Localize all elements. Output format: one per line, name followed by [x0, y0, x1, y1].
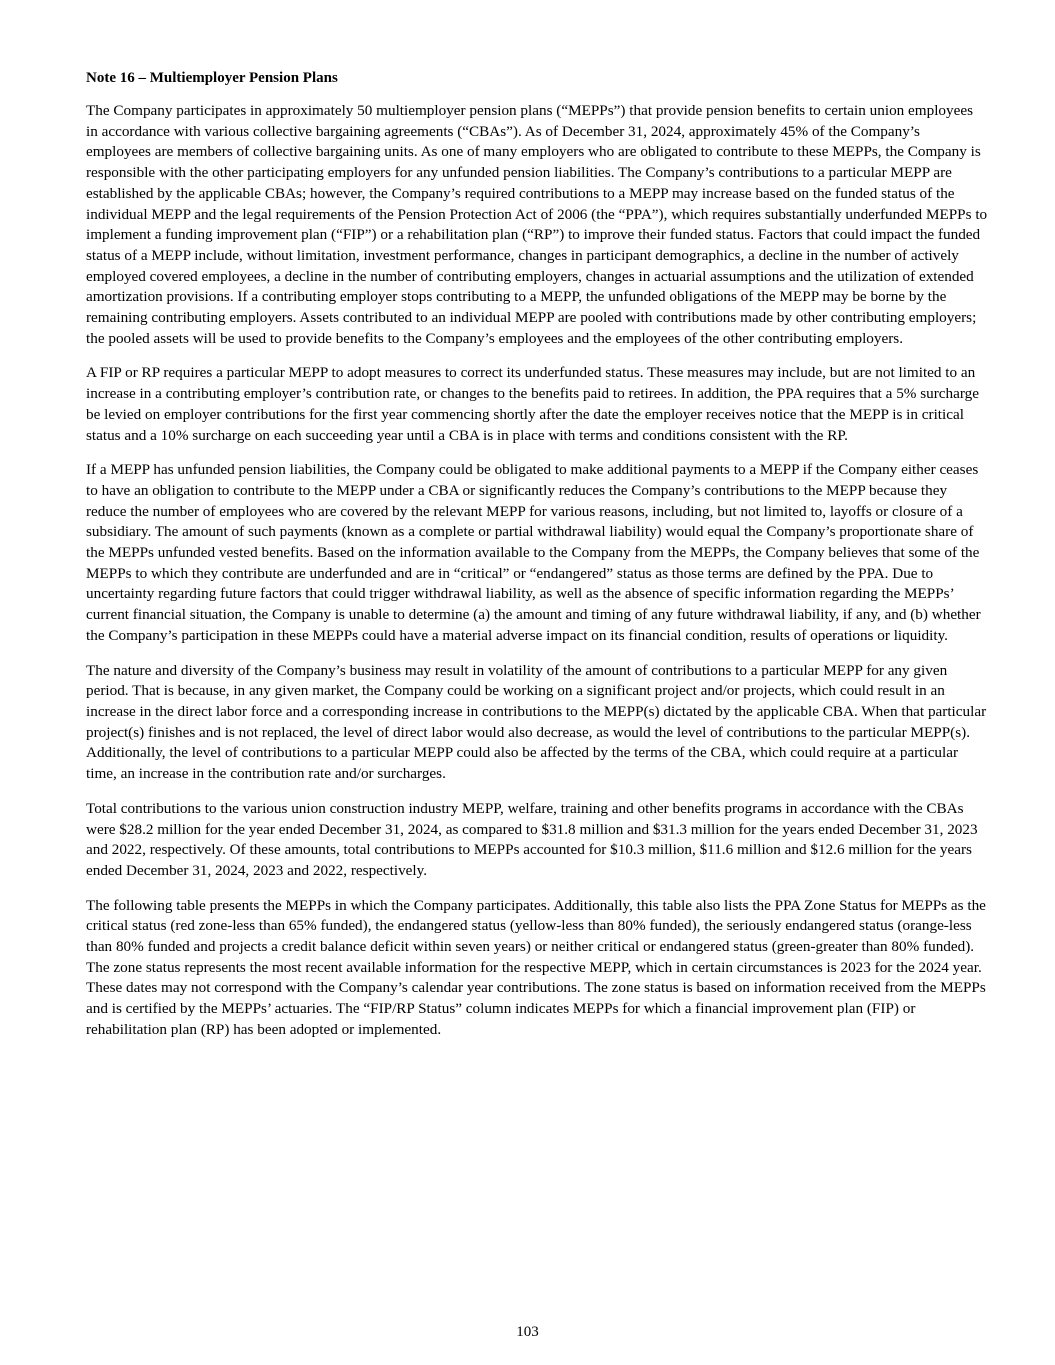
paragraph-withdrawal-liability: If a MEPP has unfunded pension liabilities, the Company could be obligated to make additional payments to a MEPP if the Company either ceases to have an obligation to contribute to the MEPP under a CBA or significantly reduces the Company’s contributions to the MEPP because they reduce the number of employees who are covered by the relevant MEPP for various reasons, including, but not limited to, layoffs or closure of a subsidiary. The amount of such payments (known as a complete or partial withdrawal liability) would equal the Company’s proportionate share of the MEPPs unfunded vested benefits. Based on the information available to the Company from the MEPPs, the Company believes that some of the MEPPs to which they contribute are underfunded and are in “critical” or “endangered” status as those terms are defined by the PPA. Due to uncertainty regarding future factors that could trigger withdrawal liability, as well as the absence of specific information regarding the MEPPs’ current financial situation, the Company is unable to determine (a) the amount and timing of any future withdrawal liability, if any, and (b) whether the Company’s participation in these MEPPs could have a material adverse impact on its financial condition, results of operations or liquidity.	[86, 461, 981, 644]
document-body	[86, 68, 988, 1055]
paragraph-contribution-volatility: The nature and diversity of the Company’s business may result in volatility of the amount of contributions to a particular MEPP for any given period. That is because, in any given market, the Company could be working on a significant project and/or projects, which could result in an increase in the direct labor force and a corresponding increase in contributions to the MEPP(s) dictated by the applicable CBA. When that particular project(s) finishes and is not replaced, the level of direct labor would also decrease, as would the level of contributions to the particular MEPP(s). Additionally, the level of contributions to a particular MEPP could also be affected by the terms of the CBA, which could require at a particular time, an increase in the contribution rate and/or surcharges.	[86, 661, 987, 783]
paragraph-table-introduction: The following table presents the MEPPs in which the Company participates. Additionally, this table also lists the PPA Zone Status for MEPPs as the critical status (red zone-less than 65% funded), the endangered status (yellow-less than 80% funded), the seriously endangered status (orange-less than 80% funded and projects a credit balance deficit within seven years) or neither critical or endangered status (green-greater than 80% funded). The zone status represents the most recent available information for the respective MEPP, which in certain circumstances is 2023 for the 2024 year. These dates may not correspond with the Company’s calendar year contributions. The zone status is based on information received from the MEPPs and is certified by the MEPPs’ actuaries. The “FIP/RP Status” column indicates MEPPs for which a financial improvement plan (FIP) or rehabilitation plan (RP) has been adopted or implemented.	[86, 896, 986, 1038]
paragraph-fip-rp-requirements: A FIP or RP requires a particular MEPP to adopt measures to correct its underfunded status. These measures may include, but are not limited to an increase in a contributing employer’s contribution rate, or changes to the benefits paid to retirees. In addition, the PPA requires that a 5% surcharge be levied on employer contributions for the first year commencing shortly after the date the employer receives notice that the MEPP is in critical status and a 10% surcharge on each succeeding year until a CBA is in place with terms and conditions consistent with the RP.	[86, 364, 979, 444]
note-heading: Note 16 – Multiemployer Pension Plans	[86, 70, 338, 86]
paragraph-mepp-participation: The Company participates in approximately 50 multiemployer pension plans (“MEPPs”) that provide pension benefits to certain union employees in accordance with various collective bargaining agreements (“CBAs”). As of December 31, 2024, approximately 45% of the Company’s employees are members of collective bargaining units. As one of many employers who are obligated to contribute to these MEPPs, the Company is responsible with the other participating employers for any unfunded pension liabilities. The Company’s contributions to a particular MEPP are established by the applicable CBAs; however, the Company’s required contributions to a MEPP may increase based on the funded status of the individual MEPP and the legal requirements of the Pension Protection Act of 2006 (the “PPA”), which requires substantially underfunded MEPPs to implement a funding improvement plan (“FIP”) or a rehabilitation plan (“RP”) to improve their funded status. Factors that could impact the funded status of a MEPP include, without limitation, investment performance, changes in participant demographics, a decline in the number of actively employed covered employees, a decline in the number of contributing employers, changes in actuarial assumptions and the utilization of extended amortization provisions. If a contributing employer stops contributing to a MEPP, the unfunded obligations of the MEPP may be borne by the remaining contributing employers. Assets contributed to an individual MEPP are pooled with contributions made by other contributing employers; the pooled assets will be used to provide benefits to the Company’s employees and the employees of the other contributing employers.	[86, 102, 988, 347]
page-number: 103	[516, 1324, 539, 1340]
paragraph-total-contributions: Total contributions to the various union construction industry MEPP, welfare, training and other benefits programs in accordance with the CBAs were $28.2 million for the year ended December 31, 2024, as compared to $31.8 million and $31.3 million for the years ended December 31, 2023 and 2022, respectively. Of these amounts, total contributions to MEPPs accounted for $10.3 million, $11.6 million and $12.6 million for the years ended December 31, 2024, 2023 and 2022, respectively.	[86, 799, 978, 879]
